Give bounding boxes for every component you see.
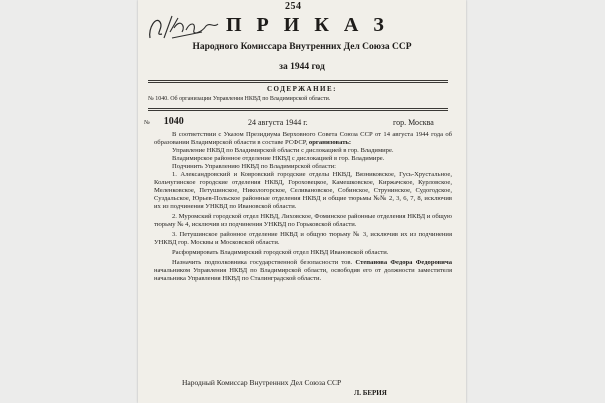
- order-number-value: 1040: [163, 116, 184, 127]
- paragraph: Расформировать Владимирский городской отдел НКВД Ивановской области.: [172, 249, 389, 256]
- divider: [148, 80, 448, 81]
- paragraph: 3. Петушинское районное отделение НКВД и общую тюрьму № 3, исключив их из подчинения УНКВД гор. Москвы и Московской области.: [154, 231, 452, 246]
- paragraph: 1. Александровский и Ковровский городские отделы НКВД, Вязниковское, Гусь-Хрустальное, Кольчугинское городские отделения НКВД, Гороховецкое, Камешковское, Киржачское, Курловское, Меленковское, Петушинское, Никологорское, Селивановское, Собинское, Струнинское, Судогодское, Суздальское, Юрьев-Польское районные отделения НКВД и общие тюрьмы №№ 2, 3, 6, 7, 8, исключив их из подчинения УНКВД по Ивановской области.: [154, 171, 452, 210]
- document-year: за 1944 год: [279, 62, 325, 72]
- divider: [148, 82, 448, 83]
- order-number-prefix: №: [144, 120, 150, 126]
- paragraph: В соответствии с Указом Президиума Верховного Совета Союза ССР от 14 августа 1944 года об образовании Владимирской области в составе РСФСР, организовать:: [154, 131, 452, 146]
- divider: [148, 110, 448, 111]
- document-subtitle: Народного Комиссара Внутренних Дел Союза ССР: [192, 42, 412, 52]
- document-title: П Р И К А З: [226, 14, 389, 36]
- order-body: [154, 131, 452, 283]
- paragraph: Управление НКВД по Владимирской области с дислокацией в гор. Владимире.: [172, 147, 394, 154]
- organize-word: организовать:: [308, 139, 352, 146]
- toc-entry: № 1040. Об организации Управления НКВД по Владимирской области.: [148, 96, 331, 102]
- appointee-name: Степанова Федора Федоровича: [355, 259, 453, 266]
- paragraph: Подчинить Управлению НКВД по Владимирской области:: [172, 163, 336, 170]
- order-number: [144, 116, 184, 127]
- signature-line: Народный Комиссар Внутренних Дел Союза ССР: [182, 378, 342, 387]
- signature-name: Л. БЕРИЯ: [354, 389, 387, 397]
- paragraph: Назначить подполковника государственной безопасности тов. Степанова Федора Федоровича начальником Управления НКВД по Владимирской области, освободив его от должности заместителя начальника Управления НКВД по Сталинградской области.: [154, 259, 453, 282]
- order-city: гор. Москва: [393, 118, 434, 127]
- contents-heading: СОДЕРЖАНИЕ:: [266, 85, 338, 93]
- order-date: 24 августа 1944 г.: [248, 118, 308, 127]
- document-page: [138, 0, 466, 403]
- paragraph: Владимирское районное отделение НКВД с дислокацией в гор. Владимире.: [172, 155, 385, 162]
- paragraph: 2. Муромский городской отдел НКВД, Лиховское, Фоминское районные отделения НКВД и общую тюрьму № 4, исключив из подчинения УНКВД по Горьковской области.: [154, 213, 452, 228]
- page-number: 254: [285, 1, 302, 12]
- divider: [148, 108, 448, 109]
